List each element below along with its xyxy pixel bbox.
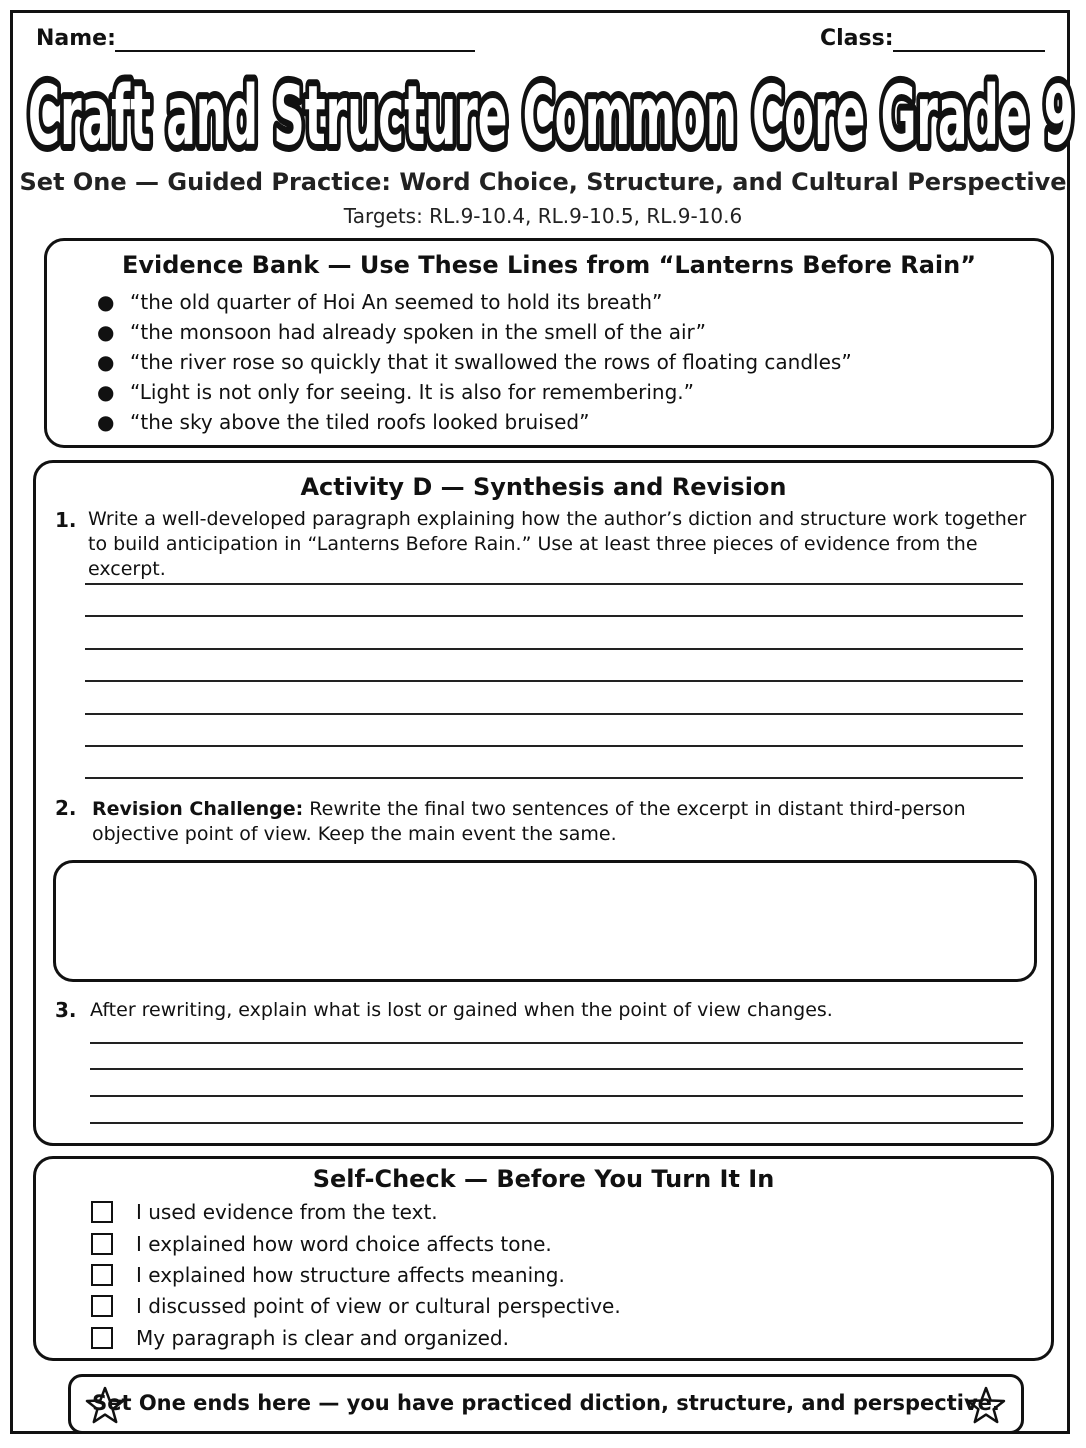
checklist-label: I discussed point of view or cultural perspective. — [136, 1294, 621, 1318]
evidence-text: “the river rose so quickly that it swallowed the rows of floating candles” — [130, 350, 852, 374]
writing-line[interactable] — [90, 1122, 1023, 1124]
evidence-item — [97, 407, 852, 437]
question-2-line-2: objective point of view. Keep the main event the same. — [92, 823, 617, 845]
bullet-icon: ● — [97, 380, 115, 404]
self-check-title: Self-Check — Before You Turn It In — [312, 1165, 775, 1193]
activity-box — [33, 460, 1054, 1146]
checklist-label: I explained how structure affects meaning. — [136, 1263, 565, 1287]
star-icon — [966, 1386, 1006, 1426]
question-2-number: 2. — [55, 796, 77, 820]
question-3-number: 3. — [55, 998, 77, 1022]
subtitle: Set One — Guided Practice: Word Choice, Structure, and Cultural Perspective — [19, 168, 1067, 196]
checklist-label: I used evidence from the text. — [136, 1200, 438, 1224]
question-1-number: 1. — [55, 508, 77, 532]
revision-answer-box[interactable] — [53, 860, 1037, 982]
checkbox[interactable] — [91, 1233, 113, 1255]
checklist-label: My paragraph is clear and organized. — [136, 1326, 509, 1350]
activity-title: Activity D — Synthesis and Revision — [300, 473, 787, 501]
evidence-item — [97, 377, 852, 407]
writing-line[interactable] — [85, 777, 1023, 779]
title-outline: Craft and Structure Common Core Grade 9 — [28, 69, 1074, 164]
evidence-bank-box — [44, 238, 1054, 448]
writing-line[interactable] — [90, 1068, 1023, 1070]
writing-line[interactable] — [85, 713, 1023, 715]
writing-line[interactable] — [85, 680, 1023, 682]
class-field[interactable] — [893, 50, 1045, 52]
bullet-icon: ● — [97, 290, 115, 314]
worksheet-title — [20, 64, 1082, 168]
evidence-list — [97, 287, 852, 437]
question-3-text: After rewriting, explain what is lost or gained when the point of view changes. — [90, 999, 833, 1021]
revision-challenge-label: Revision Challenge: — [92, 798, 304, 820]
name-field[interactable] — [115, 50, 475, 52]
question-1-line-2: to build anticipation in “Lanterns Before Rain.” Use at least three pieces of evidence from the excerpt. — [88, 533, 978, 580]
evidence-item — [97, 287, 852, 317]
evidence-text: “Light is not only for seeing. It is also for remembering.” — [130, 380, 694, 404]
checkbox[interactable] — [91, 1264, 113, 1286]
self-check-box — [33, 1156, 1054, 1361]
writing-line[interactable] — [85, 648, 1023, 650]
checklist-label: I explained how word choice affects tone. — [136, 1232, 552, 1256]
evidence-item — [97, 347, 852, 377]
name-label: Name: — [36, 26, 116, 51]
question-1-line-1: Write a well-developed paragraph explaining how the author’s diction and structure work together — [88, 508, 1027, 530]
targets: Targets: RL.9-10.4, RL.9-10.5, RL.9-10.6 — [343, 204, 743, 228]
footer-text: Set One ends here — you have practiced diction, structure, and perspective. — [92, 1391, 1000, 1415]
checkbox[interactable] — [91, 1201, 113, 1223]
question-2-text — [92, 797, 966, 847]
evidence-text: “the monsoon had already spoken in the smell of the air” — [130, 320, 706, 344]
class-label: Class: — [820, 26, 894, 51]
question-1-text — [88, 507, 1051, 582]
writing-line[interactable] — [85, 615, 1023, 617]
checkbox[interactable] — [91, 1295, 113, 1317]
writing-line[interactable] — [85, 745, 1023, 747]
bullet-icon: ● — [97, 350, 115, 374]
checkbox[interactable] — [91, 1327, 113, 1349]
evidence-text: “the sky above the tiled roofs looked bruised” — [130, 410, 590, 434]
question-2-line-1: Rewrite the final two sentences of the excerpt in distant third-person — [303, 798, 966, 820]
bullet-icon: ● — [97, 410, 115, 434]
title-fill: Craft and Structure Common Core Grade 9 — [28, 69, 1074, 164]
evidence-text: “the old quarter of Hoi An seemed to hold its breath” — [130, 290, 663, 314]
evidence-item — [97, 317, 852, 347]
writing-line[interactable] — [90, 1095, 1023, 1097]
writing-line[interactable] — [85, 583, 1023, 585]
writing-line[interactable] — [90, 1042, 1023, 1044]
footer-banner — [68, 1374, 1024, 1434]
evidence-bank-title: Evidence Bank — Use These Lines from “Lanterns Before Rain” — [121, 251, 976, 279]
bullet-icon: ● — [97, 320, 115, 344]
